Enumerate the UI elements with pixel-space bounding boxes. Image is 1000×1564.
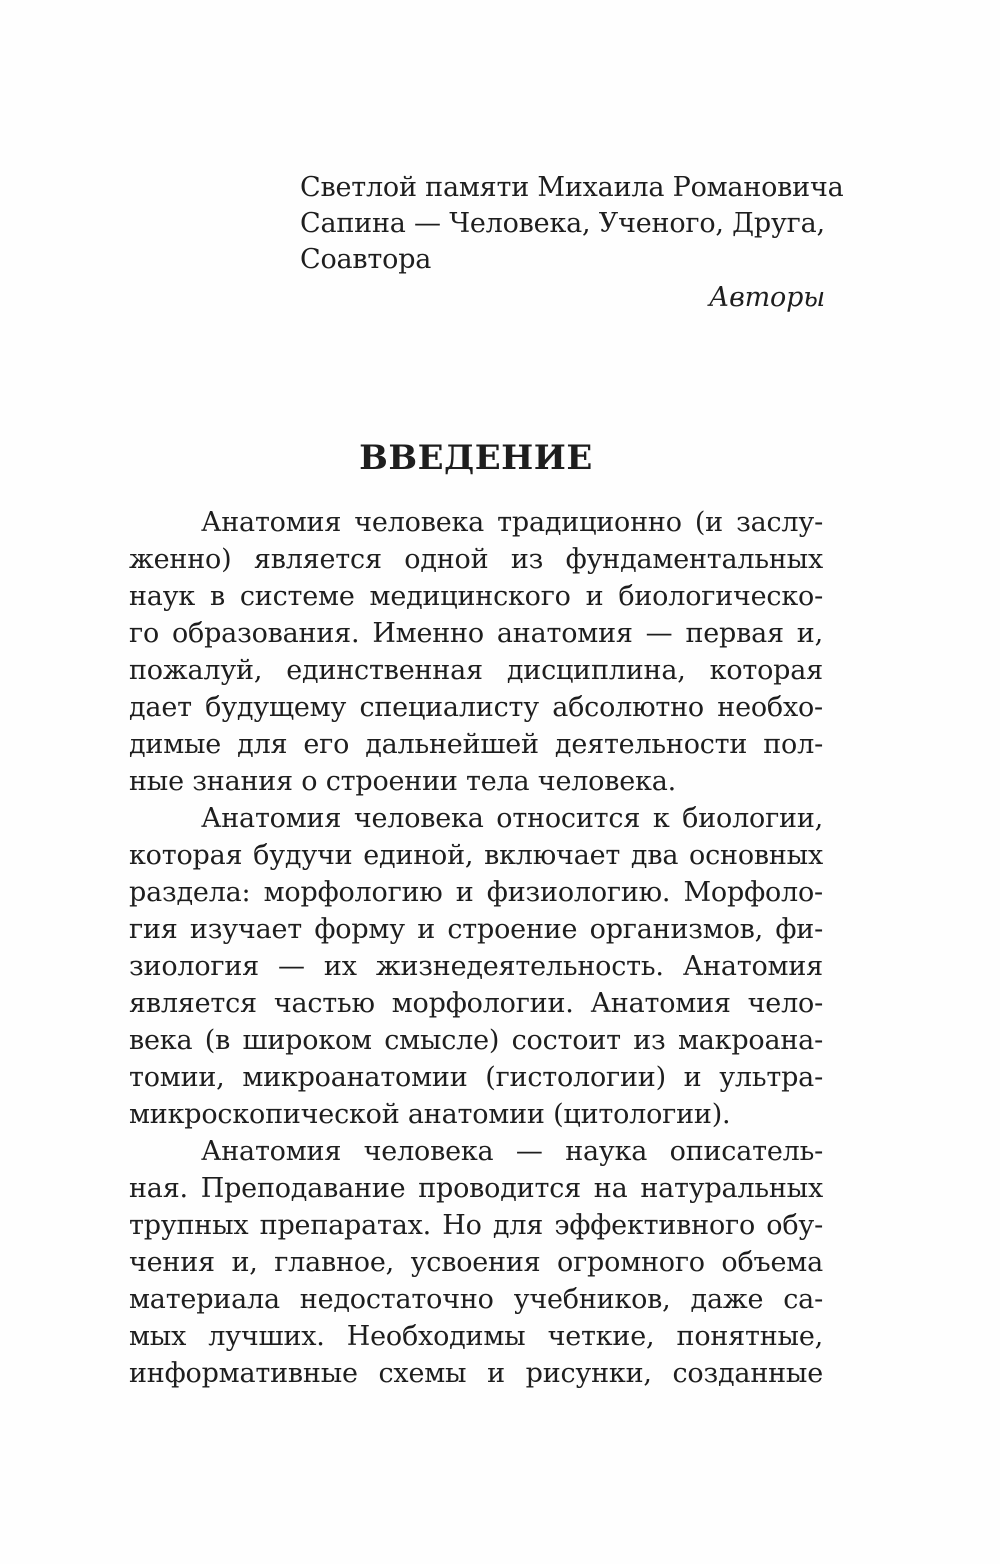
body-line: димые для его дальнейшей деятельности пол- — [129, 729, 823, 760]
body-line: наук в системе медицинского и биологическо- — [129, 581, 823, 612]
dedication-line: Светлой памяти Михаила Романовича — [300, 172, 844, 203]
body-line: которая будучи единой, включает два основных — [129, 840, 823, 871]
body-line: гия изучает форму и строение организмов, фи- — [129, 914, 823, 945]
introduction-text — [129, 504, 823, 1392]
body-line: томии, микроанатомии (гистологии) и ультра- — [129, 1062, 823, 1093]
section-title: ВВЕДЕНИЕ — [359, 438, 593, 478]
body-line: материала недостаточно учебников, даже са- — [129, 1284, 823, 1315]
dedication-line: Соавтора — [300, 244, 432, 275]
body-line: века (в широком смысле) состоит из макроана- — [129, 1025, 823, 1056]
body-line: дает будущему специалисту абсолютно необхо- — [129, 692, 823, 723]
body-line: микроскопической анатомии (цитологии). — [129, 1099, 731, 1130]
dedication-signature: Авторы — [708, 282, 825, 313]
body-line: мых лучших. Необходимы четкие, понятные, — [129, 1321, 823, 1352]
body-line: ные знания о строении тела человека. — [129, 766, 676, 797]
body-line: Анатомия человека — наука описатель- — [201, 1136, 823, 1167]
dedication-line: Сапина — Человека, Ученого, Друга, — [300, 208, 825, 239]
body-line: пожалуй, единственная дисциплина, которая — [129, 655, 823, 686]
body-line: го образования. Именно анатомия — первая и, — [129, 618, 823, 649]
body-line: женно) является одной из фундаментальных — [129, 544, 823, 575]
body-line: ная. Преподавание проводится на натуральных — [129, 1173, 823, 1204]
body-line: Анатомия человека относится к биологии, — [201, 803, 823, 834]
body-line: информативные схемы и рисунки, созданные — [129, 1358, 823, 1389]
body-line: Анатомия человека традиционно (и заслу- — [201, 507, 823, 538]
body-line: чения и, главное, усвоения огромного объема — [129, 1247, 823, 1278]
body-line: является частью морфологии. Анатомия чело- — [129, 988, 823, 1019]
body-line: зиология — их жизнедеятельность. Анатомия — [129, 951, 823, 982]
body-line: трупных препаратах. Но для эффективного обу- — [129, 1210, 823, 1241]
dedication — [300, 170, 844, 316]
body-line: раздела: морфологию и физиологию. Морфоло- — [129, 877, 823, 908]
